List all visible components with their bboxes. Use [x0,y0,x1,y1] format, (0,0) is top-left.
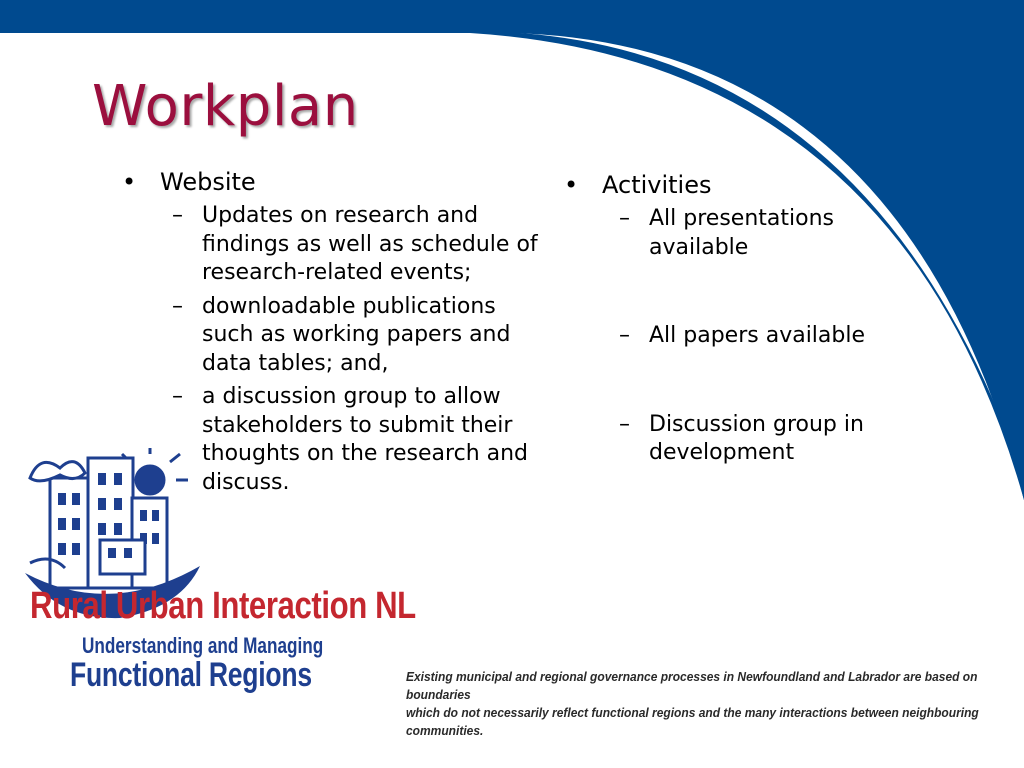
list-item-text: Updates on research and findings as well as schedule of research-related events; [202,203,538,285]
list-item [564,411,924,468]
list-item-text: All presentations available [649,206,834,260]
bullet-website [122,168,542,197]
dash-icon: – [619,206,630,231]
list-item [564,322,924,351]
bullet-activities [564,171,924,200]
right-column [564,171,924,473]
logo-title: Rural Urban Interaction NL [30,585,416,627]
slide-title: Workplan [92,74,359,139]
dash-icon: – [172,203,183,228]
bullet-label: Activities [602,171,712,199]
caption-line-1: Existing municipal and regional governance processes in Newfoundland and Labrador are based on boundaries [406,670,978,702]
dash-icon: – [172,384,183,409]
list-item [122,202,542,288]
bullet-dot-icon: • [122,168,137,196]
list-item [122,293,542,379]
list-item-text: Discussion group in development [649,411,864,465]
bullet-label: Website [160,168,256,196]
dash-icon: – [619,411,630,437]
list-item-text: downloadable publications such as working papers and data tables; and, [202,293,511,376]
caption-line-2: which do not necessarily reflect functional regions and the many interactions between neighbouring communities. [406,706,979,738]
dash-icon: – [172,293,183,319]
dash-icon: – [619,323,630,348]
list-item-text: All papers available [649,323,866,348]
bullet-dot-icon: • [564,171,579,199]
list-item-text: a discussion group to allow stakeholders to submit their thoughts on the research and discuss. [202,384,529,495]
logo-subtitle: Understanding and Managing [82,633,324,658]
caption [406,668,982,740]
logo-tagline: Functional Regions [70,656,312,694]
list-item [564,205,924,262]
activities-sub-list [564,205,924,468]
